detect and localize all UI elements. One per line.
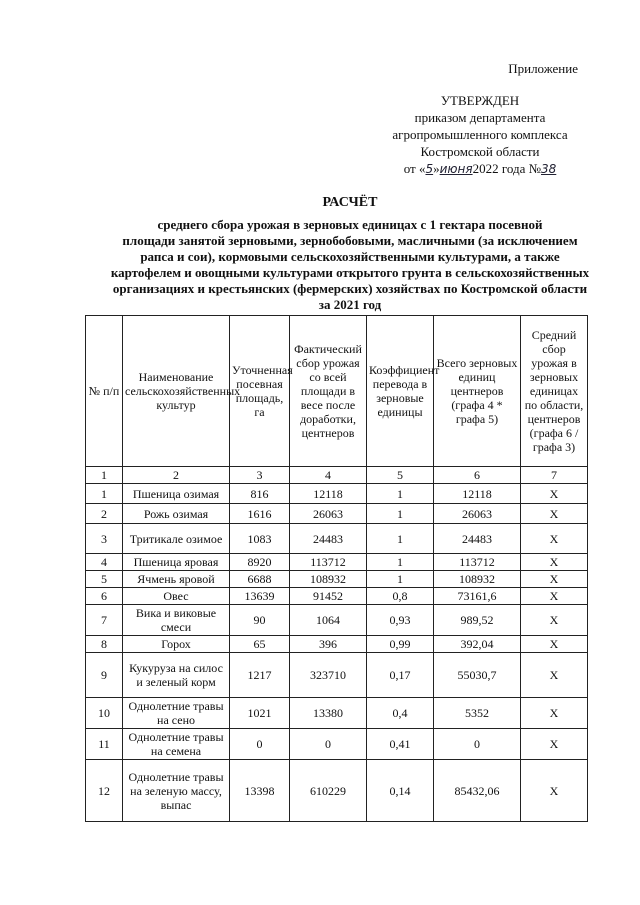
grain-units-total: 392,04 [434,636,521,653]
header-cell: Коэффициент перевода в зерновые единицы [367,316,434,467]
date-day: 5 [425,162,434,176]
conversion-coefficient: 1 [367,571,434,588]
column-number: 7 [521,467,588,484]
row-number: 6 [86,588,123,605]
grain-units-total: 108932 [434,571,521,588]
grain-units-total: 113712 [434,554,521,571]
grain-units-total: 24483 [434,524,521,554]
header-cell: Фактический сбор урожая со всей площади в весе после доработки, центнеров [290,316,367,467]
crop-name: Горох [123,636,230,653]
table-header-row [86,316,588,467]
title-line: картофелем и овощными культурами открытого грунта в сельскохозяйственных [110,265,590,280]
row-number: 12 [86,760,123,822]
conversion-coefficient: 1 [367,504,434,524]
conversion-coefficient: 0,17 [367,653,434,698]
date-year: 2022 года № [472,161,541,176]
harvest: 13380 [290,698,367,729]
sown-area: 1021 [230,698,290,729]
average-yield: Х [521,571,588,588]
crop-name: Однолетние травы на зеленую массу, выпас [123,760,230,822]
average-yield: Х [521,504,588,524]
average-yield: Х [521,605,588,636]
conversion-coefficient: 0,8 [367,588,434,605]
table-row [86,653,588,698]
row-number: 7 [86,605,123,636]
table-body [86,484,588,822]
table-row [86,504,588,524]
table-row [86,524,588,554]
conversion-coefficient: 0,41 [367,729,434,760]
conversion-coefficient: 0,99 [367,636,434,653]
average-yield: Х [521,554,588,571]
sown-area: 90 [230,605,290,636]
title-heading: РАСЧЁТ [322,195,378,210]
sown-area: 0 [230,729,290,760]
title-line: рапса и сои), кормовыми сельскохозяйственными культурами, а также [140,249,560,264]
table-row [86,554,588,571]
sown-area: 816 [230,484,290,504]
conversion-coefficient: 1 [367,524,434,554]
grain-units-total: 85432,06 [434,760,521,822]
row-number: 2 [86,504,123,524]
table-row [86,636,588,653]
average-yield: Х [521,524,588,554]
crop-name: Рожь озимая [123,504,230,524]
harvest: 323710 [290,653,367,698]
row-number: 3 [86,524,123,554]
title-line: среднего сбора урожая в зерновых единицах с 1 гектара посевной [157,217,543,232]
conversion-coefficient: 0,93 [367,605,434,636]
average-yield: Х [521,760,588,822]
table-row [86,484,588,504]
table-row [86,605,588,636]
row-number: 1 [86,484,123,504]
grain-units-total: 989,52 [434,605,521,636]
harvest: 26063 [290,504,367,524]
harvest: 0 [290,729,367,760]
sown-area: 13639 [230,588,290,605]
average-yield: Х [521,484,588,504]
title-line: площади занятой зерновыми, зернобобовыми, масличными (за исключением [122,233,578,248]
header-cell: Уточненная посевная площадь, га [230,316,290,467]
crop-name: Вика и виковые смеси [123,605,230,636]
header-cell: Всего зерновых единиц центнеров (графа 4 * графа 5) [434,316,521,467]
crop-name: Овес [123,588,230,605]
order-number: 38 [541,162,557,176]
average-yield: Х [521,698,588,729]
harvest: 113712 [290,554,367,571]
harvest: 91452 [290,588,367,605]
table-row [86,729,588,760]
column-number: 5 [367,467,434,484]
column-number: 3 [230,467,290,484]
crop-name: Кукуруза на силос и зеленый корм [123,653,230,698]
sown-area: 8920 [230,554,290,571]
appendix-label: Приложение [508,61,578,76]
crop-name: Ячмень яровой [123,571,230,588]
column-number-row [86,467,588,484]
sown-area: 13398 [230,760,290,822]
harvest: 610229 [290,760,367,822]
approval-dateline [360,160,600,178]
title-line: за 2021 год [318,297,382,312]
row-number: 11 [86,729,123,760]
harvest: 108932 [290,571,367,588]
grain-units-total: 5352 [434,698,521,729]
harvest: 396 [290,636,367,653]
row-number: 9 [86,653,123,698]
column-number: 6 [434,467,521,484]
row-number: 8 [86,636,123,653]
average-yield: Х [521,588,588,605]
title-line: организациях и крестьянских (фермерских) хозяйствах по Костромской области [112,281,588,296]
average-yield: Х [521,636,588,653]
approval-heading: УТВЕРЖДЕН [440,93,520,108]
crop-name: Пшеница озимая [123,484,230,504]
crop-name: Тритикале озимое [123,524,230,554]
sown-area: 6688 [230,571,290,588]
approval-line: приказом департамента [414,110,546,125]
grain-units-total: 12118 [434,484,521,504]
conversion-coefficient: 1 [367,484,434,504]
row-number: 4 [86,554,123,571]
sown-area: 1083 [230,524,290,554]
column-number: 1 [86,467,123,484]
crop-name: Однолетние травы на семена [123,729,230,760]
harvest: 24483 [290,524,367,554]
table-row [86,698,588,729]
document-title [100,195,600,313]
table-row [86,588,588,605]
approval-block [360,92,600,178]
approval-line: Костромской области [420,144,540,159]
column-number: 2 [123,467,230,484]
crop-name: Пшеница яровая [123,554,230,571]
grain-units-total: 26063 [434,504,521,524]
header-cell: № п/п [86,316,123,467]
crop-name: Однолетние травы на сено [123,698,230,729]
grain-units-total: 55030,7 [434,653,521,698]
approval-line: агропромышленного комплекса [392,127,568,142]
date-mid: » [433,161,440,176]
sown-area: 1616 [230,504,290,524]
grain-units-total: 0 [434,729,521,760]
harvest-table [85,315,588,822]
average-yield: Х [521,729,588,760]
grain-units-total: 73161,6 [434,588,521,605]
harvest: 12118 [290,484,367,504]
row-number: 5 [86,571,123,588]
row-number: 10 [86,698,123,729]
conversion-coefficient: 0,4 [367,698,434,729]
sown-area: 1217 [230,653,290,698]
harvest: 1064 [290,605,367,636]
sown-area: 65 [230,636,290,653]
conversion-coefficient: 0,14 [367,760,434,822]
table-row [86,760,588,822]
header-cell: Наименование сельскохозяйственных культур [123,316,230,467]
column-number: 4 [290,467,367,484]
table-row [86,571,588,588]
date-month: июня [439,162,473,176]
date-prefix: от « [403,161,426,176]
conversion-coefficient: 1 [367,554,434,571]
header-cell: Средний сбор урожая в зерновых единицах по области, центнеров (графа 6 / графа 3) [521,316,588,467]
average-yield: Х [521,653,588,698]
